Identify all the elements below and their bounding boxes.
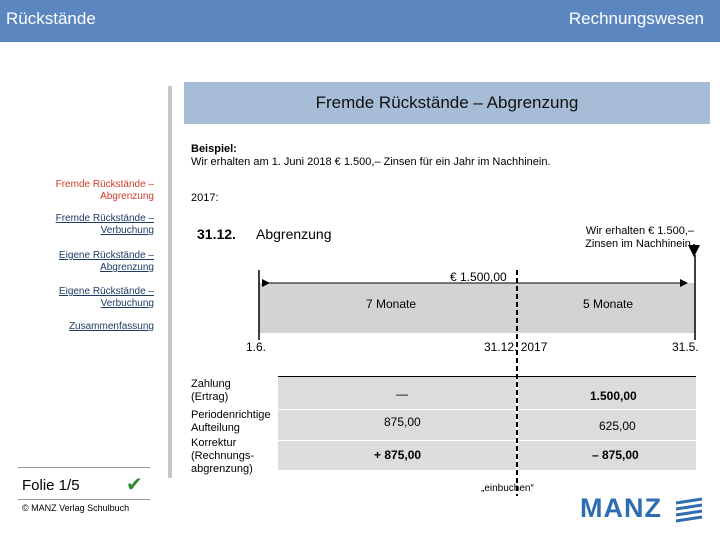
left-months: 7 Monate bbox=[366, 297, 417, 311]
sidebar-item-label: Eigene Rückstände – bbox=[58, 250, 154, 261]
sidebar-item-label: Fremde Rückstände – bbox=[55, 179, 154, 190]
copyright: © MANZ Verlag Schulbuch bbox=[22, 503, 130, 513]
row-label-line: Korrektur bbox=[191, 437, 237, 449]
row-label-line: abgrenzung) bbox=[191, 463, 253, 475]
row-label-line: Aufteilung bbox=[191, 422, 240, 434]
logo-mark-icon bbox=[674, 497, 704, 523]
payment-note-line: Wir erhalten € 1.500,– bbox=[585, 225, 694, 237]
sidebar-item-label: Verbuchung bbox=[100, 225, 154, 236]
table-row-label bbox=[191, 409, 271, 435]
example-text: Wir erhalten am 1. Juni 2018 € 1.500,– Zinsen für ein Jahr im Nachhinein. bbox=[191, 156, 551, 168]
end-date: 31.5. bbox=[672, 340, 699, 354]
table-row-label bbox=[191, 437, 254, 476]
start-date: 1.6. bbox=[246, 340, 267, 354]
row-label-line: Zahlung bbox=[191, 378, 231, 390]
deferral-date: 31.12. bbox=[197, 226, 236, 242]
year-label: 2017: bbox=[191, 192, 219, 204]
slide-number: Folie 1/5 bbox=[22, 477, 80, 494]
section-title: Rückstände bbox=[6, 9, 96, 28]
total-amount: € 1.500,00 bbox=[450, 270, 507, 284]
right-months: 5 Monate bbox=[583, 297, 634, 311]
row-right-value: 625,00 bbox=[599, 419, 636, 433]
subject-title: Rechnungswesen bbox=[568, 9, 704, 28]
row-right-value: 1.500,00 bbox=[590, 389, 637, 403]
deferral-label: Abgrenzung bbox=[256, 226, 332, 242]
row-left-value: + 875,00 bbox=[374, 448, 422, 462]
banner-title: Fremde Rückstände – Abgrenzung bbox=[315, 93, 579, 112]
sidebar-item-label: Zusammenfassung bbox=[68, 321, 154, 332]
manz-logo: MANZ bbox=[580, 493, 662, 523]
row-label-line: (Rechnungs- bbox=[191, 450, 254, 462]
sidebar-item-label: Abgrenzung bbox=[100, 191, 154, 202]
row-label-line: (Ertrag) bbox=[191, 391, 229, 403]
sidebar-item-label: Eigene Rückstände – bbox=[58, 286, 154, 297]
sidebar-item-label: Abgrenzung bbox=[100, 262, 154, 273]
row-left-value: — bbox=[396, 387, 408, 401]
example-heading: Beispiel: bbox=[191, 143, 237, 155]
booking-note: „einbuchen“ bbox=[481, 483, 534, 494]
row-left-value: 875,00 bbox=[384, 415, 421, 429]
middle-date: 31.12. 2017 bbox=[484, 340, 548, 354]
sidebar-item-label: Verbuchung bbox=[100, 298, 154, 309]
row-right-value: – 875,00 bbox=[592, 448, 639, 462]
payment-note-line: Zinsen im Nachhinein. bbox=[585, 238, 694, 250]
table-top-border bbox=[278, 376, 696, 377]
sidebar-item-label: Fremde Rückstände – bbox=[55, 213, 154, 224]
checkmark-icon: ✔ bbox=[126, 474, 143, 496]
table-row-label bbox=[191, 378, 231, 404]
row-label-line: Periodenrichtige bbox=[191, 409, 271, 421]
